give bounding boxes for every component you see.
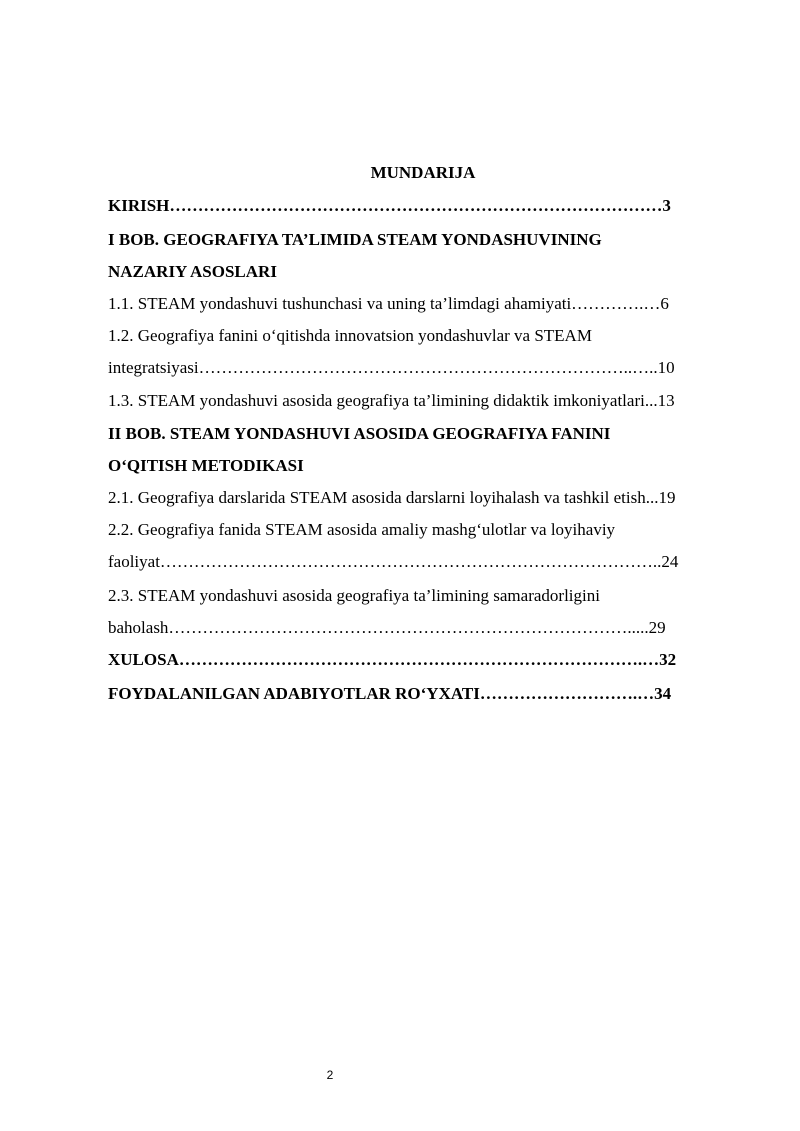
toc-chapter-1-title-line-1: I BOB. GEOGRAFIYA TA’LIMIDA STEAM YONDASHUVINING [108,230,602,249]
toc-chapter-2-title-line-1: II BOB. STEAM YONDASHUVI ASOSIDA GEOGRAFIYA FANINI [108,424,611,443]
toc-entry-2-2-line-1: 2.2. Geografiya fanida STEAM asosida amaliy mashg‘ulotlar va loyihaviy [108,520,616,539]
page-number: 2 [326,1068,334,1082]
toc-entry-kirish: KIRISH……………………………………………………………………………3 [108,196,671,215]
toc-entry-1-2-line-2: integratsiyasi…………………………………………………………………..…..10 [108,358,675,377]
toc-title: MUNDARIJA [370,163,476,182]
toc-entry-2-3-line-1: 2.3. STEAM yondashuvi asosida geografiya ta’limining samaradorligini [108,586,600,605]
toc-entry-2-3-line-2: baholash……………………………………………………………………….....29 [108,618,666,637]
toc-entry-xulosa: XULOSA……………………………………………………………………….…32 [108,650,677,669]
toc-entry-1-1: 1.1. STEAM yondashuvi tushunchasi va uning ta’limdagi ahamiyati………….…6 [108,294,669,313]
toc-entry-2-1: 2.1. Geografiya darslarida STEAM asosida darslarni loyihalash va tashkil etish...19 [108,488,676,507]
toc-entry-adabiyotlar: FOYDALANILGAN ADABIYOTLAR RO‘YXATI……………………….…34 [108,684,672,703]
toc-entry-1-2-line-1: 1.2. Geografiya fanini o‘qitishda innovatsion yondashuvlar va STEAM [108,326,592,345]
toc-entry-2-2-line-2: faoliyat……………………………………………………………………………..24 [108,552,679,571]
toc-chapter-1-title-line-2: NAZARIY ASOSLARI [108,262,277,281]
toc-entry-1-3: 1.3. STEAM yondashuvi asosida geografiya ta’limining didaktik imkoniyatlari...13 [108,391,675,410]
toc-chapter-2-title-line-2: O‘QITISH METODIKASI [108,456,304,475]
